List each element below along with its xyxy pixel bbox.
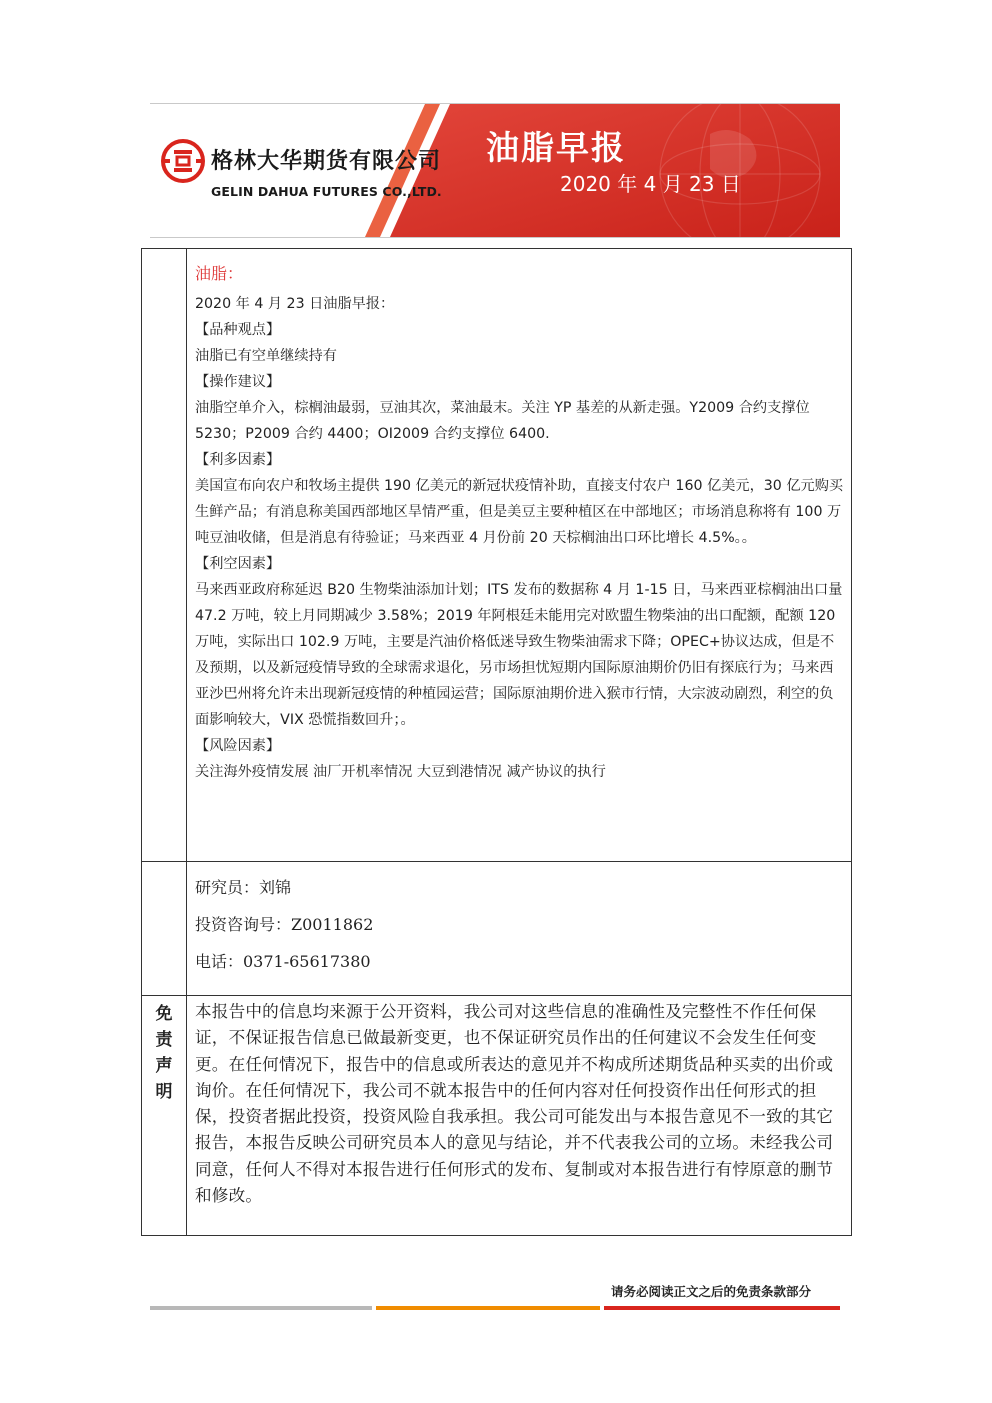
row-divider [142,861,851,862]
report-title: 油脂早报 [486,128,626,167]
bearish-text: 马来西亚政府称延迟 B20 生物柴油添加计划；ITS 发布的数据称 4 月 1-15 日，马来西亚棕榈油出口量 47.2 万吨，较上月同期减少 3.58%；2019 年阿根廷未能用完对欧盟生物柴油的出口配额，配额 120 万吨，实际出口 102.9 万吨，主要是汽油价格低迷导致生物柴油需求下降；OPEC+协议达成，但是不及预期，以及新冠疫情导致的全球需求退化，另市场担忧短期内国际原油期价仍旧有探底行为；马来西亚沙巴州将允许未出现新冠疫情的种植园运营；国际原油期价进入猴市行情，大宗波动剧烈，利空的负面影响较大，VIX 恐慌指数回升；。 [195,582,843,728]
disclaimer-label [142,1001,186,1105]
disclaimer-label-char: 免 [155,1004,173,1024]
footer-bar-gray [150,1306,372,1310]
risk-text: 关注海外疫情发展 油厂开机率情况 大豆到港情况 减产协议的执行 [195,764,606,780]
analyst-info [195,876,845,987]
date-line: 2020 年 4 月 23 日油脂早报： [195,296,395,312]
operation-text: 油脂空单介入，棕榈油最弱，豆油其次，菜油最末。关注 YP 基差的从新走强。Y2009 合约支撑位 5230；P2009 合约 4400；OI2009 合约支撑位 6400. [195,400,810,442]
bullish-heading: 【利多因素】 [195,452,281,468]
disclaimer-label-char: 责 [155,1030,173,1050]
disclaimer-text: 本报告中的信息均来源于公开资料，我公司对这些信息的准确性及完整性不作任何保证，不保证报告信息已做最新变更，也不保证研究员作出的任何建议不会发生任何变更。在任何情况下，报告中的信息或所表达的意见并不构成所述期货品种买卖的出价或询价。在任何情况下，我公司不就本报告中的任何内容对任何投资作出任何形式的担保，投资者据此投资，投资风险自我承担。我公司可能发出与本报告意见不一致的其它报告，本报告反映公司研究员本人的意见与结论，并不代表我公司的立场。未经我公司同意，任何人不得对本报告进行任何形式的发布、复制或对本报告进行有悖原意的删节和修改。 [195,1002,834,1206]
phone-number: 电话：0371-65617380 [195,952,371,971]
bearish-heading: 【利空因素】 [195,556,281,572]
company-name-cn: 格林大华期货有限公司 [211,149,442,174]
disclaimer-label-char: 声 [155,1056,173,1076]
column-divider [186,249,187,1235]
license-number: 投资咨询号：Z0011862 [195,915,374,934]
researcher-name: 研究员：刘锦 [195,878,292,897]
operation-heading: 【操作建议】 [195,374,281,390]
report-header-banner [150,103,840,238]
report-date: 2020 年 4 月 23 日 [560,172,741,196]
row-divider [142,995,851,996]
market-commentary [195,261,845,785]
bullish-text: 美国宣布向农户和牧场主提供 190 亿美元的新冠状疫情补助，直接支付农户 160 亿美元，30 亿元购买生鲜产品；有消息称美国西部地区旱情严重，但是美豆主要种植区在中部地区；市场消息称将有 100 万吨豆油收储，但是消息有待验证；马来西亚 4 月份前 20 天棕榈油出口环比增长 4.5%。。 [195,478,844,546]
view-heading: 【品种观点】 [195,322,281,338]
footer-note: 请务必阅读正文之后的免责条款部分 [611,1284,812,1299]
footer-bar-orange [376,1306,600,1310]
report-table [141,248,852,1236]
disclaimer-label-char: 明 [155,1082,173,1102]
risk-heading: 【风险因素】 [195,738,281,754]
company-name-en: GELIN DAHUA FUTURES CO.,LTD. [211,184,442,199]
view-text: 油脂已有空单继续持有 [195,348,337,364]
footer-bar-red [604,1306,840,1310]
section-title: 油脂： [195,264,244,283]
company-logo-icon [160,138,206,184]
